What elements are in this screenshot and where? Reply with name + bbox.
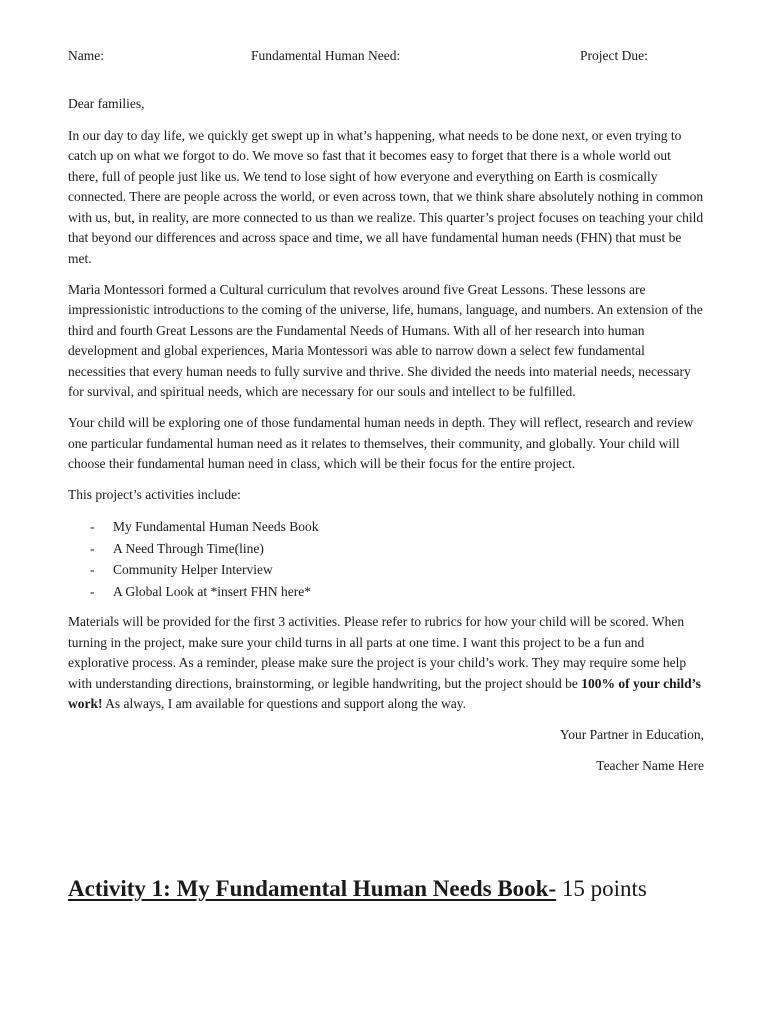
list-item: - Community Helper Interview — [68, 559, 704, 581]
header-fields — [68, 48, 708, 66]
activities-intro: This project’s activities include: — [68, 487, 241, 502]
letter-body — [68, 94, 704, 787]
materials-text-end: As always, I am available for questions and support along the way. — [102, 696, 467, 711]
fundamental-human-need-label: Fundamental Human Need: — [251, 48, 401, 63]
materials-text: Materials will be provided for the first 3 activities. Please refer to rubrics for how your child will be scored. When turning in the project, make sure your child turns in all parts at one time. I want this project to be a fun and explorative process. As a reminder, please make sure the project is your child’s work. They may require some help with understanding directions, brainstorming, or legible handwriting, but the project should be — [68, 614, 687, 691]
activities-list — [68, 516, 704, 602]
greeting: Dear families, — [68, 96, 145, 111]
paragraph-exploration: Your child will be exploring one of those fundamental human needs in depth. They will reflect, research and review one particular fundamental human need as it relates to themselves, their community, and globally. Your child will choose their fundamental human need in class, which will be their focus for the entire project. — [68, 415, 694, 471]
teacher-signature: Teacher Name Here — [596, 758, 704, 773]
materials-emphasis: 100% of your child’s work! — [68, 675, 701, 711]
list-item: - A Need Through Time(line) — [68, 538, 704, 560]
activity-1-points: 15 points — [556, 876, 647, 901]
activity-1-title: Activity 1: My Fundamental Human Needs Book- — [68, 876, 557, 901]
paragraph-montessori: Maria Montessori formed a Cultural curriculum that revolves around five Great Lessons. These lessons are impressionistic introductions to the coming of the universe, life, humans, language, and numbers. An extension of the third and fourth Great Lessons are the Fundamental Needs of Humans. With all of her research into human development and global experiences, Maria Montessori was able to narrow down a select few fundamental necessities that every human needs to fully survive and thrive. She divided the needs into material needs, necessary for survival, and spiritual needs, which are necessary for our souls and intellect to be fulfilled. — [68, 281, 703, 399]
list-item: - My Fundamental Human Needs Book — [68, 516, 704, 538]
list-item: - A Global Look at *insert FHN here* — [68, 581, 704, 603]
paragraph-intro: In our day to day life, we quickly get swept up in what’s happening, what needs to be done next, or even trying to catch up on what we forgot to do. We move so fast that it becomes easy to forget that there is a whole world out there, full of people just like us. We tend to lose sight of how everyone and everything on Earth is cosmically connected. There are people across the world, or even across town, that we think share absolutely nothing in common with us, but, in reality, are more connected to us than we realize. This quarter’s project focuses on teaching your child that beyond our differences and across space and time, we all have fundamental human needs (FHN) that must be met. — [68, 127, 704, 266]
project-due-label: Project Due: — [580, 48, 648, 63]
closing-line: Your Partner in Education, — [559, 727, 704, 742]
paragraph-materials — [68, 612, 704, 715]
activity-1-heading — [68, 876, 708, 902]
name-label: Name: — [68, 48, 104, 63]
